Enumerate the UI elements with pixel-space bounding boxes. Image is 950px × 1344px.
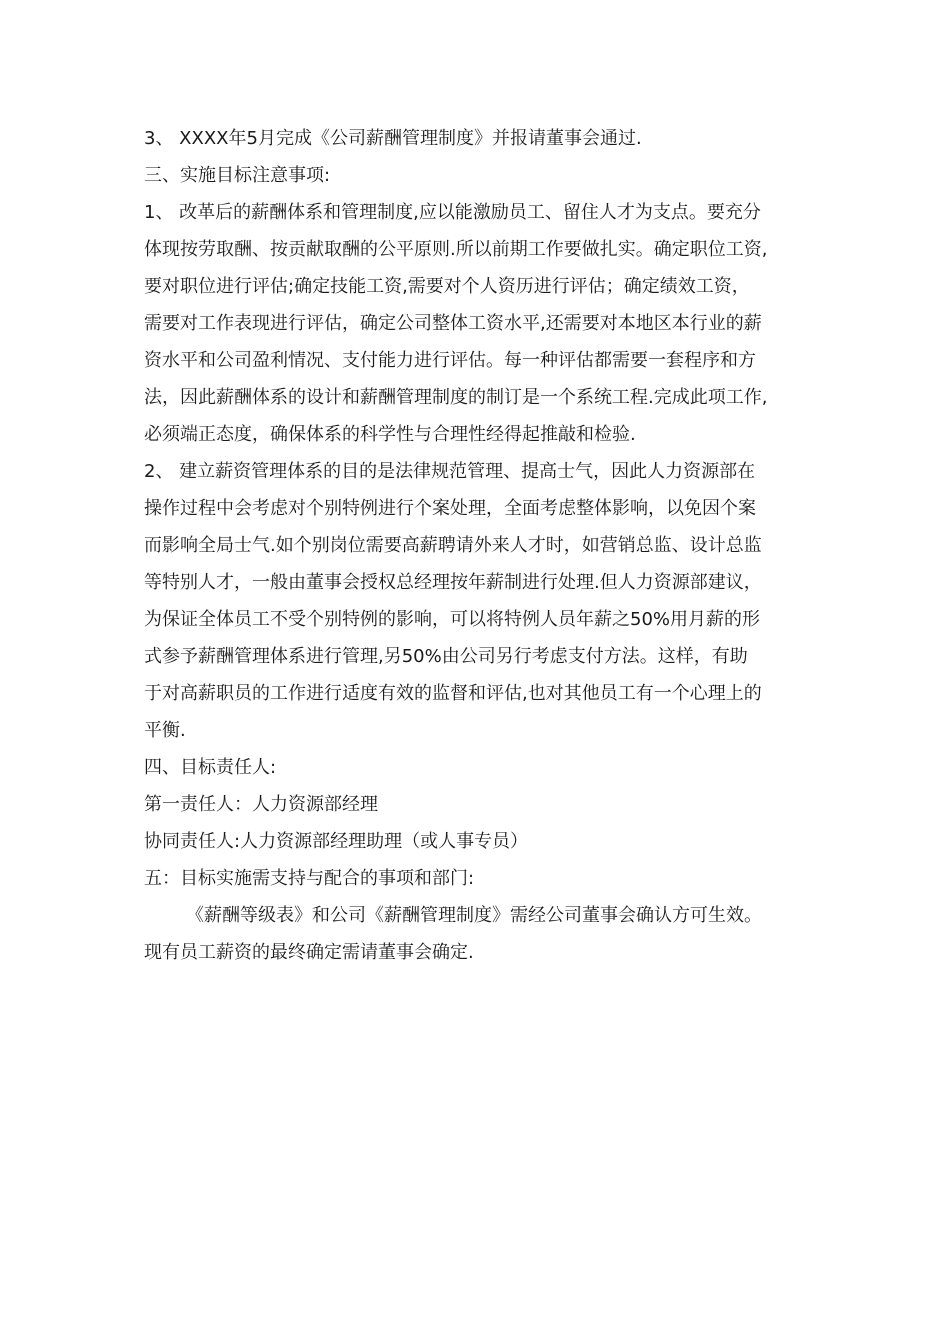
section-heading: 四、目标责任人: xyxy=(144,757,277,778)
text-line: 式参予薪酬管理体系进行管理,另50%由公司另行考虑支付方法。这样，有助 xyxy=(144,646,748,667)
text-line: 平衡. xyxy=(144,720,186,741)
text-line: 需要对工作表现进行评估，确定公司整体工资水平,还需要对本地区本行业的薪 xyxy=(144,313,762,334)
text-line: 协同责任人:人力资源部经理助理（或人事专员） xyxy=(144,831,529,852)
text-line: 等特别人才，一般由董事会授权总经理按年薪制进行处理.但人力资源部建议， xyxy=(144,572,762,593)
text-line: 于对高薪职员的工作进行适度有效的监督和评估,也对其他员工有一个心理上的 xyxy=(144,683,762,704)
text-line: 而影响全局士气.如个别岗位需要高薪聘请外来人才时，如营销总监、设计总监 xyxy=(144,535,762,556)
text-line: 要对职位进行评估;确定技能工资,需要对个人资历进行评估；确定绩效工资， xyxy=(144,276,750,297)
text-line: 第一责任人：人力资源部经理 xyxy=(144,794,378,815)
text-line: 《薪酬等级表》和公司《薪酬管理制度》需经公司董事会确认方可生效。 xyxy=(186,905,762,926)
text-line: 3、 XXXX年5月完成《公司薪酬管理制度》并报请董事会通过. xyxy=(144,128,642,149)
text-line: 体现按劳取酬、按贡献取酬的公平原则.所以前期工作要做扎实。确定职位工资, xyxy=(144,239,768,260)
text-line: 为保证全体员工不受个别特例的影响，可以将特例人员年薪之50%用月薪的形 xyxy=(144,609,761,630)
text-line: 操作过程中会考虑对个别特例进行个案处理，全面考虑整体影响，以免因个案 xyxy=(144,498,756,519)
text-line: 2、 建立薪资管理体系的目的是法律规范管理、提高士气，因此人力资源部在 xyxy=(144,461,756,482)
document-body xyxy=(144,120,816,971)
text-line: 现有员工薪资的最终确定需请董事会确定. xyxy=(144,942,474,963)
section-heading: 五：目标实施需支持与配合的事项和部门: xyxy=(144,868,475,889)
section-heading: 三、实施目标注意事项: xyxy=(144,165,331,186)
text-line: 必须端正态度，确保体系的科学性与合理性经得起推敲和检验. xyxy=(144,424,636,445)
text-line: 法，因此薪酬体系的设计和薪酬管理制度的制订是一个系统工程.完成此项工作, xyxy=(144,387,768,408)
text-line: 资水平和公司盈利情况、支付能力进行评估。每一种评估都需要一套程序和方 xyxy=(144,350,756,371)
text-line: 1、 改革后的薪酬体系和管理制度,应以能激励员工、留住人才为支点。要充分 xyxy=(144,202,761,223)
